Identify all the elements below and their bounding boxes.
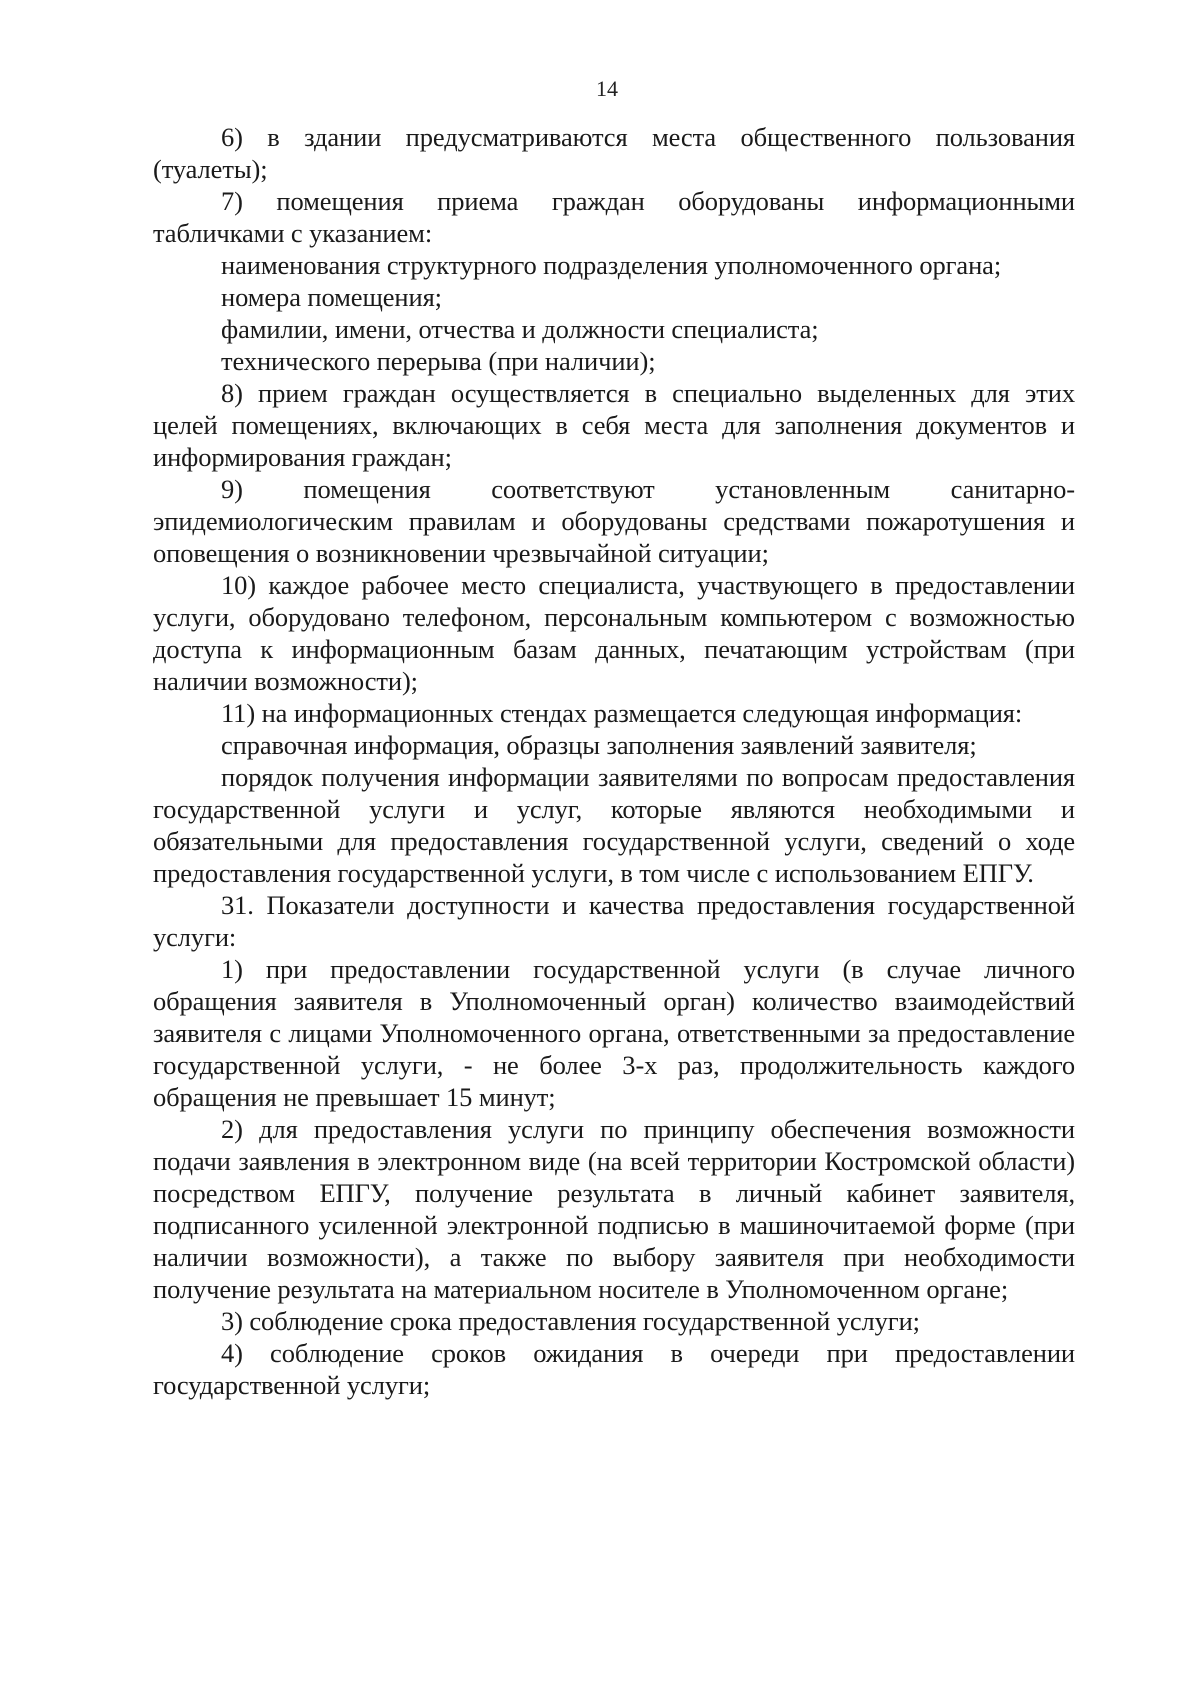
paragraph-signage-break: технического перерыва (при наличии); [221, 346, 656, 376]
paragraph-indicator-4: 4) соблюдение сроков ожидания в очереди при предоставлении государственной услуги; [153, 1338, 1075, 1400]
paragraph-reference-info: справочная информация, образцы заполнения заявлений заявителя; [221, 730, 977, 760]
paragraph-10-workplace: 10) каждое рабочее место специалиста, участвующего в предоставлении услуги, оборудовано телефоном, персональным компьютером с возможностью доступа к информационным базам данных, печатающим устройствам (при наличии возможности); [153, 570, 1075, 696]
paragraph-8-reception: 8) прием граждан осуществляется в специально выделенных для этих целей помещениях, включающих в себя места для заполнения документов и информирования граждан; [153, 378, 1075, 472]
document-body [153, 121, 1075, 1401]
paragraph-info-procedure: порядок получения информации заявителями по вопросам предоставления государственной услуги и услуг, которые являются необходимыми и обязательными для предоставления государственной услуги, сведений о ходе предоставления государственной услуги, в том числе с использованием ЕПГУ. [153, 762, 1075, 888]
paragraph-9-sanitary: 9) помещения соответствуют установленным санитарно-эпидемиологическим правилам и оборудованы средствами пожаротушения и оповещения о возникновении чрезвычайной ситуации; [153, 474, 1075, 568]
paragraph-11-info-stands: 11) на информационных стендах размещается следующая информация: [221, 698, 1023, 728]
paragraph-indicator-3: 3) соблюдение срока предоставления государственной услуги; [221, 1306, 920, 1336]
paragraph-signage-room-number: номера помещения; [221, 282, 442, 312]
paragraph-indicator-1: 1) при предоставлении государственной услуги (в случае личного обращения заявителя в Уполномоченный орган) количество взаимодействий заявителя с лицами Уполномоченного органа, ответственными за предоставление государственной услуги, - не более 3-х раз, продолжительность каждого обращения не превышает 15 минут; [153, 954, 1075, 1112]
paragraph-6-toilets: 6) в здании предусматриваются места общественного пользования (туалеты); [153, 122, 1075, 184]
paragraph-7-signage: 7) помещения приема граждан оборудованы информационными табличками с указанием: [153, 186, 1075, 248]
paragraph-signage-specialist: фамилии, имени, отчества и должности специалиста; [221, 314, 819, 344]
paragraph-signage-department: наименования структурного подразделения уполномоченного органа; [221, 250, 1002, 280]
paragraph-indicator-2: 2) для предоставления услуги по принципу обеспечения возможности подачи заявления в электронном виде (на всей территории Костромской области) посредством ЕПГУ, получение результата в личный кабинет заявителя, подписанного усиленной электронной подписью в машиночитаемой форме (при наличии возможности), а также по выбору заявителя при необходимости получение результата на материальном носителе в Уполномоченном органе; [153, 1114, 1075, 1304]
page-number: 14 [596, 76, 618, 101]
paragraph-31-indicators: 31. Показатели доступности и качества предоставления государственной услуги: [153, 890, 1075, 952]
